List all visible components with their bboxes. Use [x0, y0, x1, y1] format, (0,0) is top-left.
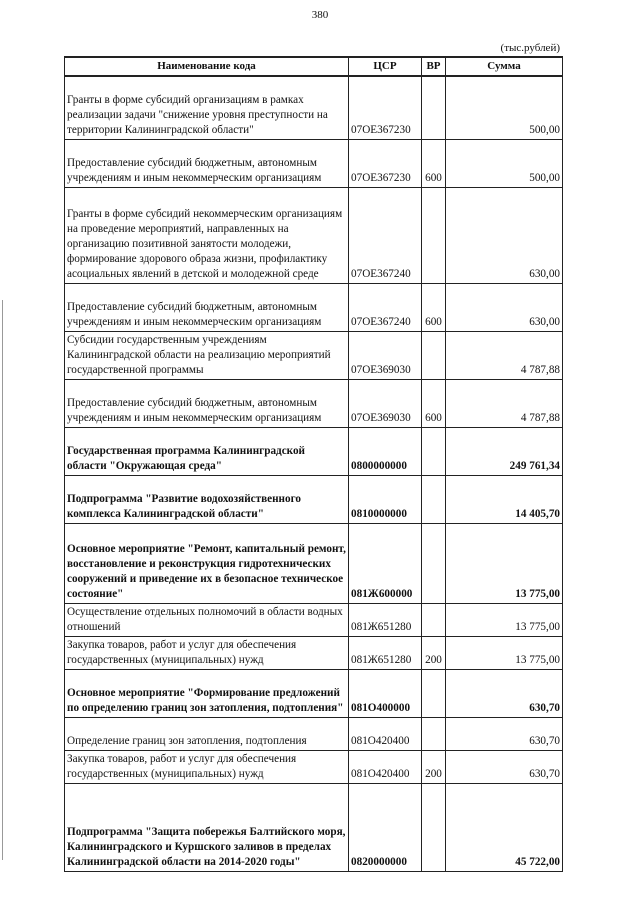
table-row [65, 76, 563, 140]
table-row [65, 670, 563, 718]
row-csr: 07ОЕ367240 [349, 188, 422, 284]
row-csr: 081Ж600000 [349, 524, 422, 604]
table-row [65, 784, 563, 872]
row-csr: 07ОЕ369030 [349, 380, 422, 428]
table-row [65, 637, 563, 670]
table-row [65, 140, 563, 188]
row-vr [422, 718, 446, 751]
units-label: (тыс.рублей) [500, 42, 560, 54]
row-sum: 500,00 [446, 76, 563, 140]
row-name: Субсидии государственным учреждениям Калининградской области на реализацию мероприятий государственной программы [65, 332, 349, 380]
row-name: Закупка товаров, работ и услуг для обеспечения государственных (муниципальных) нужд [65, 751, 349, 784]
row-sum: 630,70 [446, 718, 563, 751]
row-csr: 07ОЕ369030 [349, 332, 422, 380]
row-name: Основное мероприятие "Ремонт, капитальный ремонт, восстановление и реконструкция гидротехнических сооружений и приведение их в безопасное техническое состояние" [65, 524, 349, 604]
table-body [65, 76, 563, 872]
row-vr: 600 [422, 380, 446, 428]
row-name: Предоставление субсидий бюджетным, автономным учреждениям и иным некоммерческим организациям [65, 284, 349, 332]
row-sum: 13 775,00 [446, 637, 563, 670]
header-name: Наименование кода [65, 57, 349, 76]
row-csr: 081Ж651280 [349, 604, 422, 637]
row-vr [422, 670, 446, 718]
row-name: Закупка товаров, работ и услуг для обеспечения государственных (муниципальных) нужд [65, 637, 349, 670]
table-row [65, 524, 563, 604]
row-sum: 4 787,88 [446, 332, 563, 380]
row-sum: 45 722,00 [446, 784, 563, 872]
row-csr: 0820000000 [349, 784, 422, 872]
row-name: Гранты в форме субсидий некоммерческим организациям на проведение мероприятий, направленных на организацию позитивной занятости молодежи, формирование здорового образа жизни, профилактику асоциальных явлений в детской и молодежной среде [65, 188, 349, 284]
header-csr: ЦСР [349, 57, 422, 76]
row-vr [422, 476, 446, 524]
row-name: Предоставление субсидий бюджетным, автономным учреждениям и иным некоммерческим организациям [65, 140, 349, 188]
row-csr: 081Ж651280 [349, 637, 422, 670]
row-sum: 630,00 [446, 188, 563, 284]
table-row [65, 476, 563, 524]
table-row [65, 604, 563, 637]
row-name: Основное мероприятие "Формирование предложений по определению границ зон затопления, подтопления" [65, 670, 349, 718]
row-vr: 600 [422, 284, 446, 332]
row-name: Осуществление отдельных полномочий в области водных отношений [65, 604, 349, 637]
row-csr: 081О420400 [349, 718, 422, 751]
row-name: Гранты в форме субсидий организациям в рамках реализации задачи "снижение уровня преступности на территории Калининградской области" [65, 76, 349, 140]
row-csr: 0810000000 [349, 476, 422, 524]
row-sum: 13 775,00 [446, 604, 563, 637]
row-csr: 07ОЕ367230 [349, 140, 422, 188]
row-vr: 200 [422, 637, 446, 670]
row-vr [422, 604, 446, 637]
table-row [65, 332, 563, 380]
row-vr [422, 76, 446, 140]
row-csr: 0800000000 [349, 428, 422, 476]
row-vr [422, 188, 446, 284]
header-sum: Сумма [446, 57, 563, 76]
row-csr: 07ОЕ367240 [349, 284, 422, 332]
row-sum: 249 761,34 [446, 428, 563, 476]
row-sum: 4 787,88 [446, 380, 563, 428]
budget-table [64, 56, 563, 872]
scan-edge-line [2, 300, 3, 860]
row-name: Подпрограмма "Развитие водохозяйственного комплекса Калининградской области" [65, 476, 349, 524]
row-vr: 200 [422, 751, 446, 784]
row-sum: 500,00 [446, 140, 563, 188]
row-sum: 630,70 [446, 670, 563, 718]
row-vr [422, 784, 446, 872]
row-name: Предоставление субсидий бюджетным, автономным учреждениям и иным некоммерческим организациям [65, 380, 349, 428]
row-csr: 081О400000 [349, 670, 422, 718]
row-name: Определение границ зон затопления, подтопления [65, 718, 349, 751]
row-name: Государственная программа Калининградской области "Окружающая среда" [65, 428, 349, 476]
table-row [65, 380, 563, 428]
table-row [65, 718, 563, 751]
row-sum: 14 405,70 [446, 476, 563, 524]
row-vr [422, 332, 446, 380]
row-csr: 07ОЕ367230 [349, 76, 422, 140]
row-vr [422, 428, 446, 476]
row-name: Подпрограмма "Защита побережья Балтийского моря, Калининградского и Куршского заливов в пределах Калининградской области на 2014-2020 годы" [65, 784, 349, 872]
header-vr: ВР [422, 57, 446, 76]
table-header-row [65, 57, 563, 76]
page-number: 380 [311, 9, 329, 21]
row-vr [422, 524, 446, 604]
table-row [65, 428, 563, 476]
row-csr: 081О420400 [349, 751, 422, 784]
table-row [65, 284, 563, 332]
row-sum: 630,70 [446, 751, 563, 784]
table-row [65, 188, 563, 284]
row-sum: 630,00 [446, 284, 563, 332]
row-sum: 13 775,00 [446, 524, 563, 604]
table-row [65, 751, 563, 784]
row-vr: 600 [422, 140, 446, 188]
